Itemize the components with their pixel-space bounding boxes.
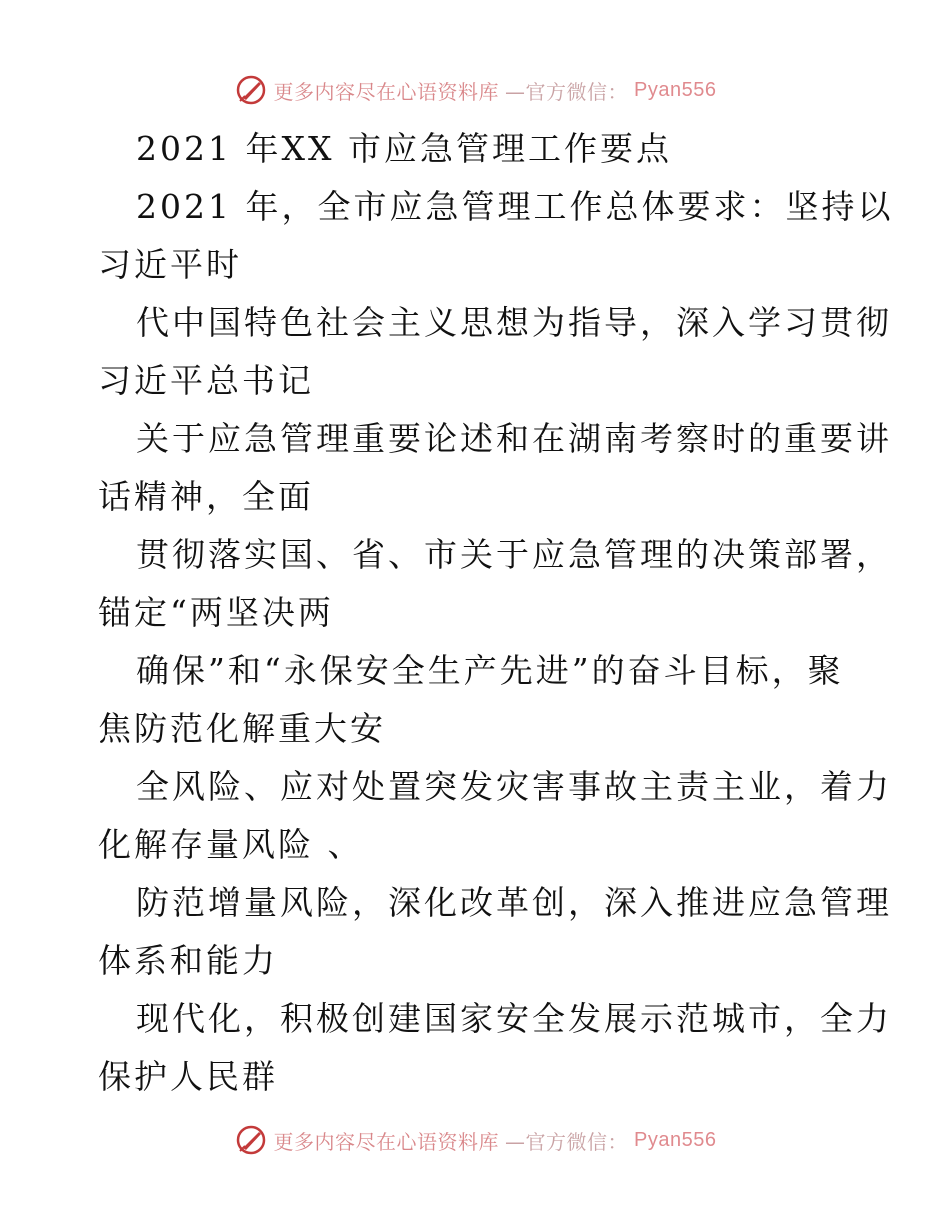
paragraph-line: 关于应急管理重要论述和在湖南考察时的重要讲 (136, 419, 892, 458)
paragraph-line: 化解存量风险 、 (98, 825, 364, 864)
paragraph-line: 习近平时 (98, 245, 242, 284)
watermark-main-text: 更多内容尽在心语资料库 (273, 79, 500, 104)
paragraph-line: 保护人民群 (98, 1057, 278, 1096)
paragraph-line: 习近平总书记 (98, 361, 314, 400)
paragraph-line: 确保”和“永保安全生产先进”的奋斗目标，聚 (136, 651, 844, 690)
document-title: 2021 年XX 市应急管理工作要点 (136, 129, 672, 168)
paragraph-line: 代中国特色社会主义思想为指导，深入学习贯彻 (136, 303, 892, 342)
watermark-header (0, 70, 950, 110)
watermark-wechat-id: Pyan556 (634, 78, 717, 101)
paragraph-line: 现代化，积极创建国家安全发展示范城市，全力 (136, 999, 892, 1038)
watermark-wechat-id: Pyan556 (634, 1128, 717, 1151)
paragraph-line: 锚定“两坚决两 (98, 593, 334, 632)
paragraph-line: 2021 年，全市应急管理工作总体要求：坚持以 (136, 187, 894, 226)
paragraph-line: 全风险、应对处置突发灾害事故主责主业，着力 (136, 767, 892, 806)
document-body (98, 120, 894, 1106)
watermark-footer (0, 1120, 950, 1160)
paragraph-line: 防范增量风险，深化改革创，深入推进应急管理 (136, 883, 892, 922)
quill-logo-icon (234, 1123, 268, 1157)
watermark-main-text: 更多内容尽在心语资料库 (273, 1129, 500, 1154)
paragraph-line: 贯彻落实国、省、市关于应急管理的决策部署， (136, 535, 892, 574)
watermark-official-text: —官方微信： (505, 79, 629, 104)
watermark-official-text: —官方微信： (505, 1129, 629, 1154)
paragraph-line: 焦防范化解重大安 (98, 709, 386, 748)
paragraph-line: 体系和能力 (98, 941, 278, 980)
paragraph-line: 话精神，全面 (98, 477, 314, 516)
quill-logo-icon (234, 73, 268, 107)
